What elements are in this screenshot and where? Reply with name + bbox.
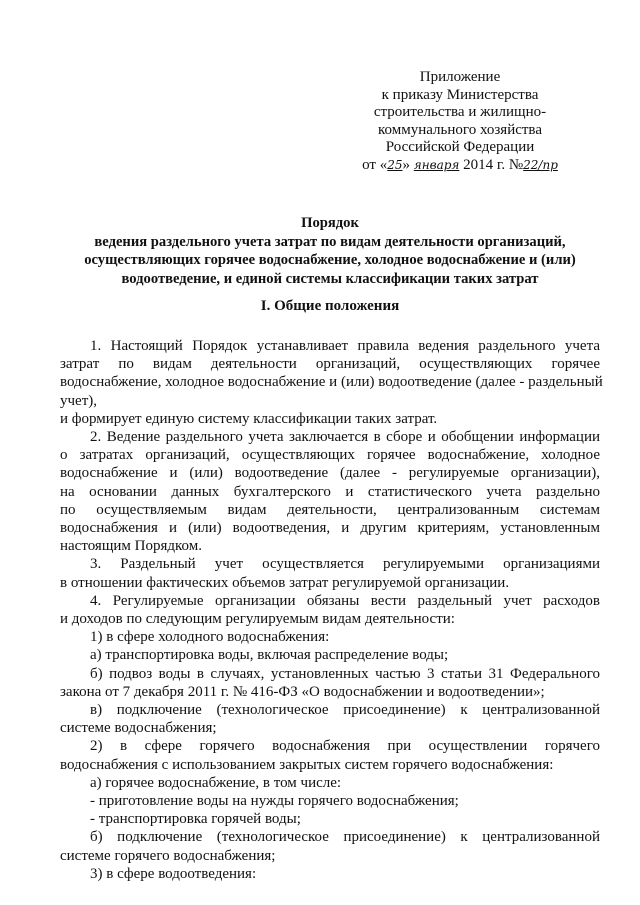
- title-heading: Порядок: [301, 215, 359, 231]
- section-heading: I. Общие положения: [260, 298, 400, 314]
- item-1b-line-1: б) подвоз воды в случаях, установленных частью 3 статьи 31 Федерального: [90, 665, 600, 682]
- item-2b-line-2: системе горячего водоснабжения;: [60, 847, 276, 864]
- p4-line-1: 4. Регулируемые организации обязаны вести раздельный учет расходов: [90, 592, 600, 609]
- appendix-line-3: строительства и жилищно-: [373, 104, 547, 121]
- item-1a: а) транспортировка воды, включая распределение воды;: [90, 647, 449, 664]
- p2-line-3: водоснабжение и (или) водоотведение (далее - регулируемые организации),: [60, 465, 600, 482]
- p3-line-1: 3. Раздельный учет осуществляется регулируемыми организациями: [90, 556, 600, 573]
- p1-line-1: 1. Настоящий Порядок устанавливает правила ведения раздельного учета: [90, 338, 600, 354]
- item-2a-dash-2: - транспортировка горячей воды;: [90, 811, 301, 828]
- p1-line-2: затрат по видам деятельности организаций, осуществляющих горячее: [60, 356, 600, 373]
- order-number: 22/пр: [523, 157, 558, 172]
- p1-line-5: и формирует единую систему классификации таких затрат.: [60, 410, 438, 427]
- item-2a-dash-1: - приготовление воды на нужды горячего водоснабжения;: [90, 793, 459, 810]
- item-2b-line-1: б) подключение (технологическое присоединение) к централизованной: [90, 829, 600, 846]
- p2-line-7: настоящим Порядком.: [60, 538, 202, 555]
- p4-line-2: и доходов по следующим регулируемым видам деятельности:: [60, 611, 455, 628]
- date-month: января: [413, 157, 460, 172]
- appendix-block: [360, 69, 560, 175]
- appendix-line-4: коммунального хозяйства: [378, 121, 542, 138]
- appendix-line-2: к приказу Министерства: [381, 86, 539, 103]
- item-1b-line-2: закона от 7 декабря 2011 г. № 416-ФЗ «О водоснабжении и водоотведении»;: [60, 683, 545, 700]
- p2-line-2: о затратах организаций, осуществляющих горячее водоснабжение, холодное: [60, 447, 600, 464]
- document-title: [60, 214, 600, 288]
- item-1c-line-1: в) подключение (технологическое присоединение) к централизованной: [90, 702, 600, 719]
- p2-line-4: на основании данных бухгалтерского и статистического учета раздельно: [60, 483, 600, 500]
- item-2-line-2: водоснабжения с использованием закрытых систем горячего водоснабжения:: [60, 756, 554, 773]
- p1-line-3: водоснабжение, холодное водоснабжение и (или) водоотведение (далее - раздельный: [60, 374, 603, 391]
- p2-line-1: 2. Ведение раздельного учета заключается в сборе и обобщении информации: [90, 429, 600, 446]
- p2-line-6: водоснабжения и (или) водоотведения, и другим критериям, установленным: [60, 520, 600, 537]
- title-line-2: осуществляющих горячее водоснабжение, холодное водоснабжение и (или): [84, 252, 576, 269]
- item-2-line-1: 2) в сфере горячего водоснабжения при осуществлении горячего: [90, 738, 600, 755]
- item-3: 3) в сфере водоотведения:: [90, 865, 257, 882]
- p3-line-2: в отношении фактических объемов затрат регулируемой организации.: [60, 574, 510, 591]
- date-prefix: от «: [362, 156, 388, 173]
- appendix-line-1: Приложение: [419, 69, 501, 85]
- date-mid: »: [402, 156, 410, 173]
- p2-line-5: по осуществляемым видам деятельности, централизованным системам: [60, 501, 600, 518]
- title-line-3: водоотведение, и единой системы классификации таких затрат: [121, 270, 539, 287]
- appendix-line-5: Российской Федерации: [385, 139, 535, 156]
- date-year: 2014 г. №: [463, 156, 524, 173]
- title-line-1: ведения раздельного учета затрат по видам деятельности организаций,: [94, 233, 566, 250]
- document-body: [60, 337, 603, 883]
- p1-line-4: учет),: [60, 392, 98, 409]
- order-date-line: [360, 157, 560, 175]
- item-1: 1) в сфере холодного водоснабжения:: [90, 629, 330, 646]
- item-1c-line-2: системе водоснабжения;: [60, 720, 217, 737]
- item-2a: а) горячее водоснабжение, в том числе:: [90, 774, 342, 791]
- date-day: 25: [387, 157, 403, 172]
